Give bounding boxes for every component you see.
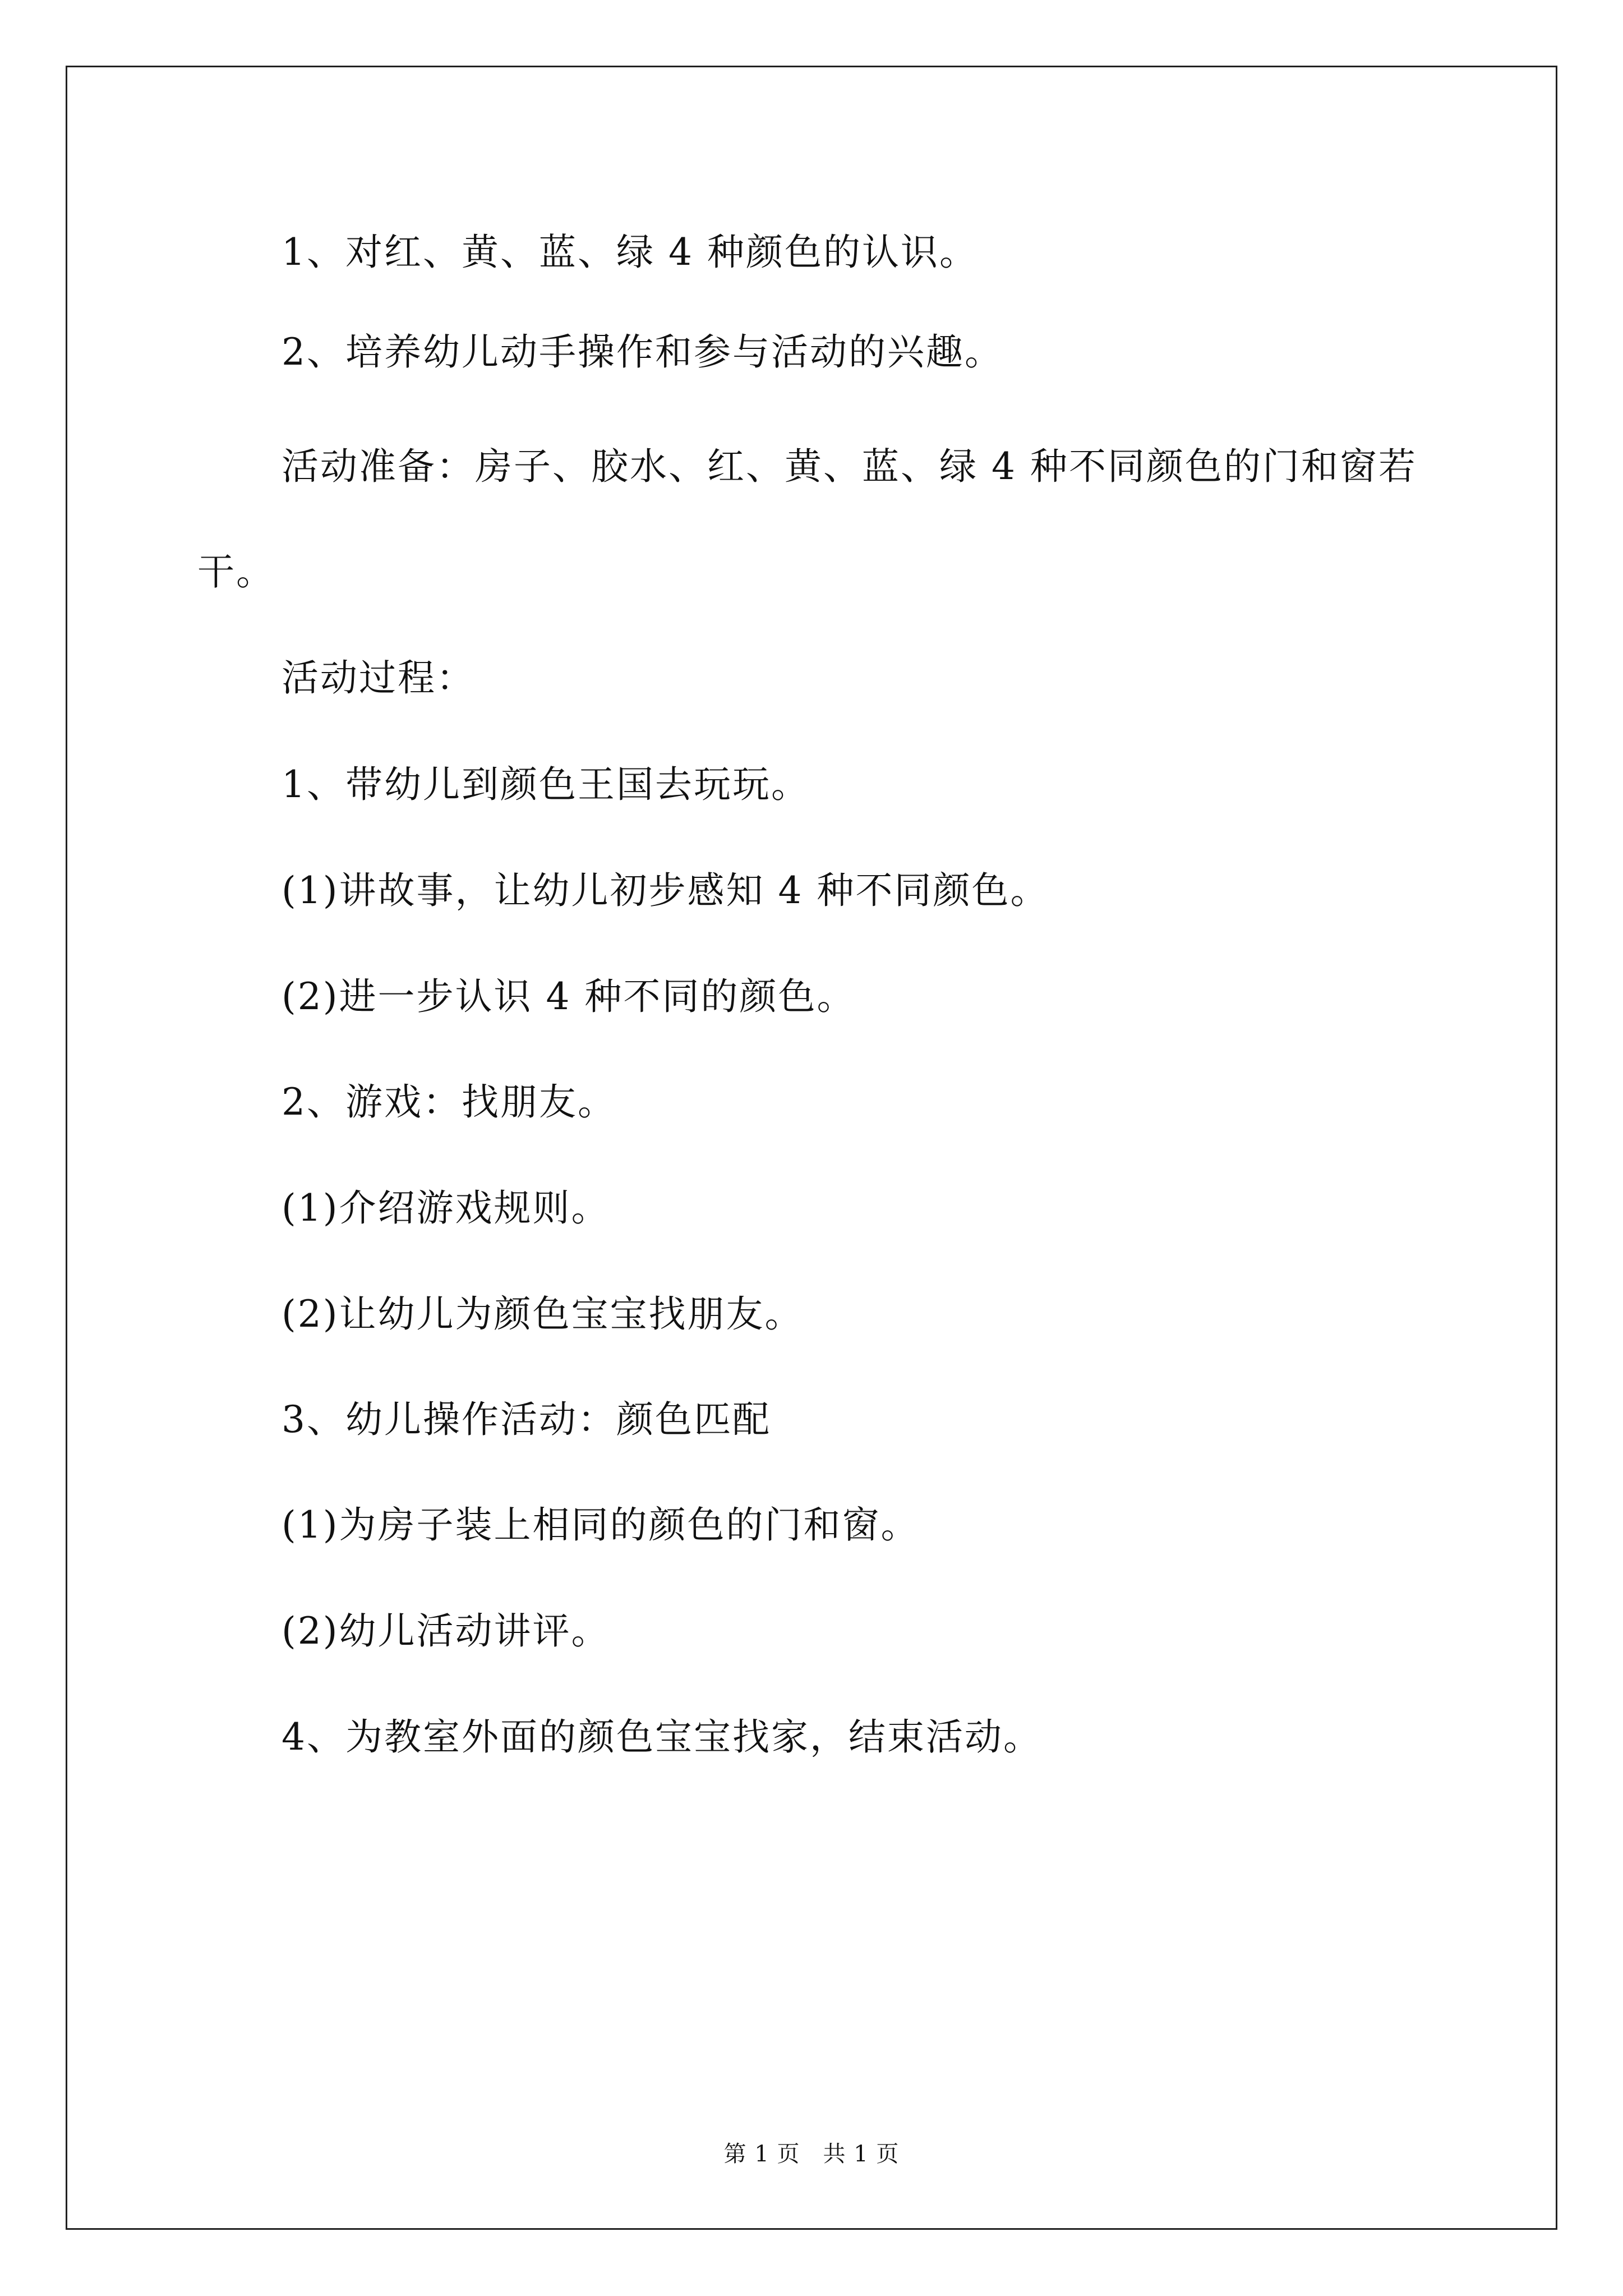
- paragraph: (1)为房子装上相同的颜色的门和窗。: [282, 1503, 920, 1547]
- paragraph: 1、对红、黄、蓝、绿 4 种颜色的认识。: [282, 231, 978, 274]
- paragraph: 2、培养幼儿动手操作和参与活动的兴趣。: [282, 330, 1003, 374]
- paragraph: 4、为教室外面的颜色宝宝找家，结束活动。: [282, 1715, 1042, 1759]
- paragraph: (2)幼儿活动讲评。: [282, 1609, 610, 1653]
- page-border: [66, 66, 1557, 2230]
- paragraph: (2)让幼儿为颜色宝宝找朋友。: [282, 1292, 804, 1336]
- paragraph: 1、带幼儿到颜色王国去玩玩。: [282, 763, 810, 806]
- paragraph: (1)介绍游戏规则。: [282, 1186, 610, 1230]
- paragraph: (1)讲故事，让幼儿初步感知 4 种不同颜色。: [282, 869, 1049, 912]
- page-number-footer: 第 1 页 共 1 页: [723, 2141, 900, 2167]
- paragraph: (2)进一步认识 4 种不同的颜色。: [282, 975, 856, 1018]
- paragraph: 3、幼儿操作活动：颜色匹配: [282, 1398, 771, 1441]
- paragraph: 2、游戏：找朋友。: [282, 1080, 616, 1124]
- paragraph: 活动过程：: [282, 656, 475, 700]
- paragraph: 活动准备：房子、胶水、红、黄、蓝、绿 4 种不同颜色的门和窗若干。: [197, 445, 1417, 593]
